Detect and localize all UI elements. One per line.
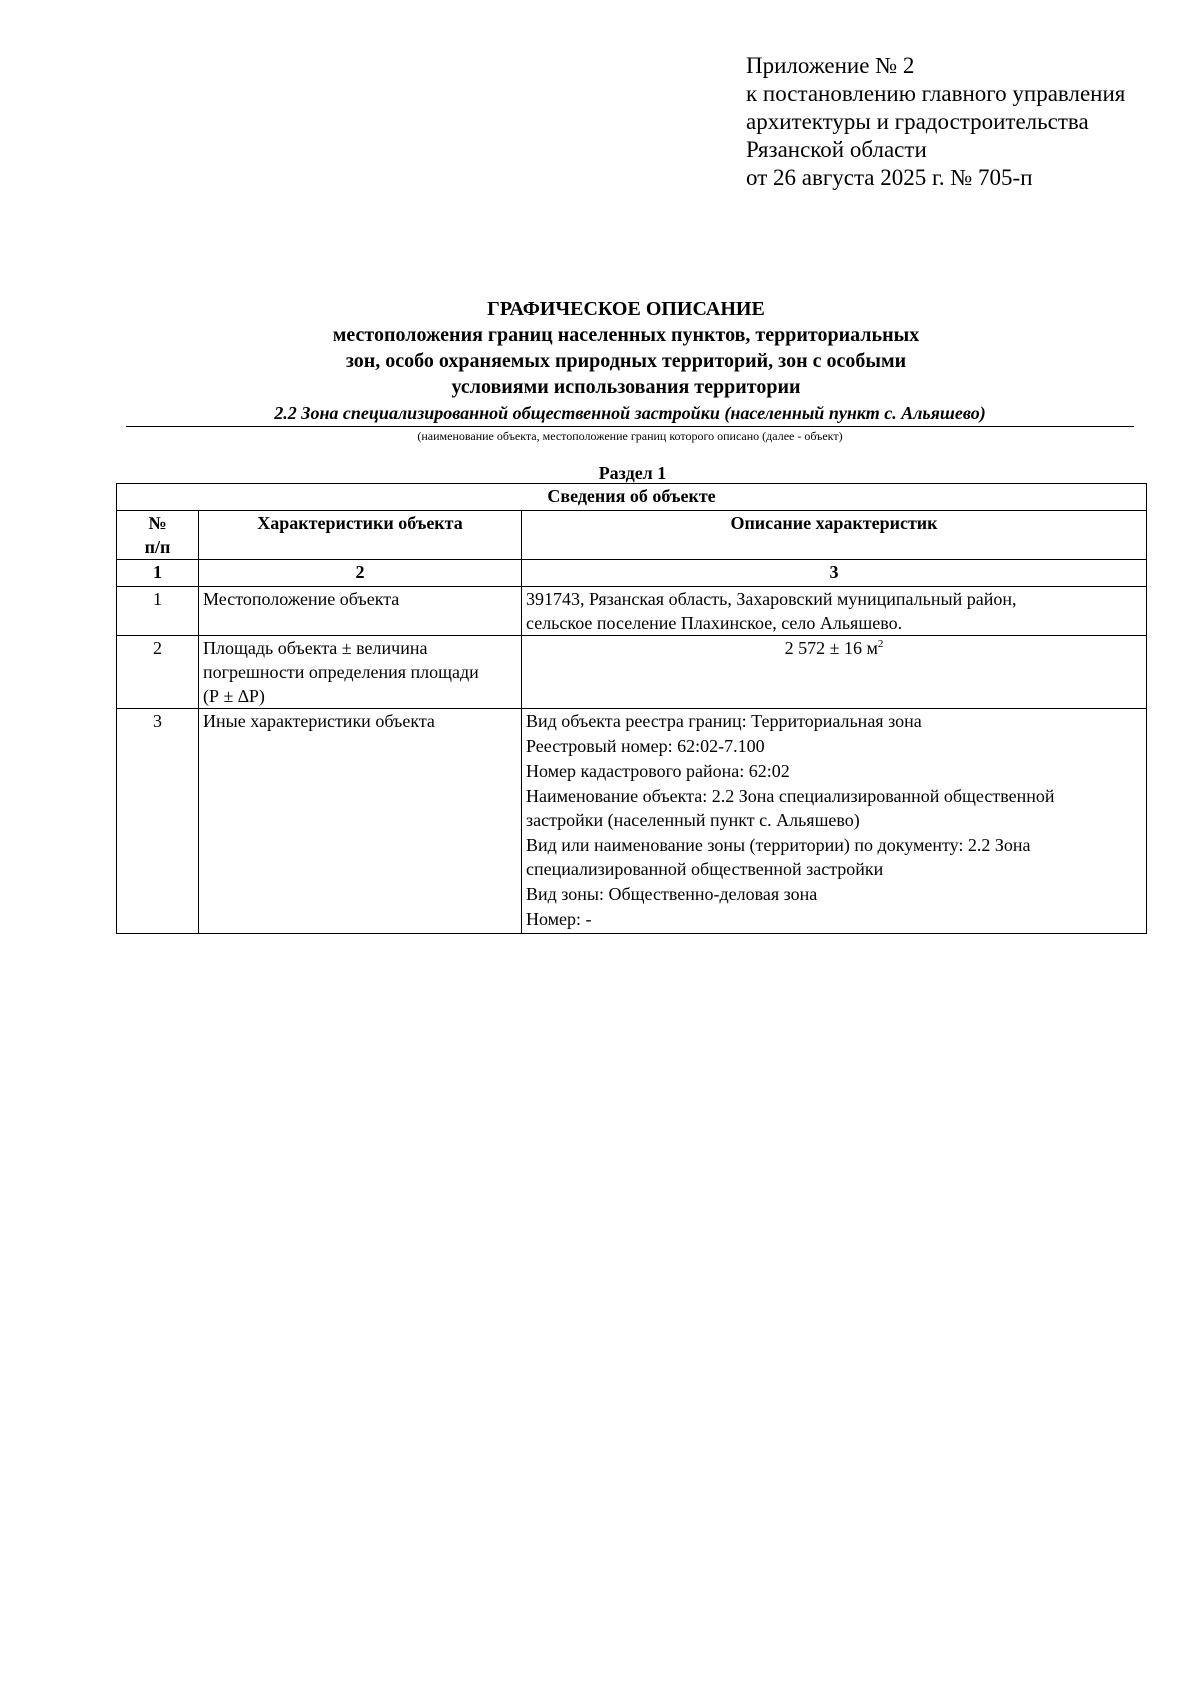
header-characteristics: Характеристики объекта: [199, 511, 522, 560]
appendix-line: к постановлению главного управления: [746, 81, 1126, 106]
description-line: специализированной общественной застройки: [526, 859, 884, 879]
table-caption: Сведения об объекте: [117, 484, 1147, 511]
appendix-line: Приложение № 2: [746, 53, 915, 78]
title-subline: местоположения границ населенных пунктов, территориальных: [332, 324, 920, 346]
description-line: Реестровый номер: 62:02-7.100: [526, 736, 765, 756]
object-info-table: [116, 483, 1147, 934]
header-number-line2: п/п: [144, 537, 171, 557]
description-line: Вид или наименование зоны (территории) по документу: 2.2 Зона: [526, 835, 1031, 855]
appendix-line: архитектуры и градостроительства: [746, 109, 1089, 134]
description-clip: [526, 709, 1142, 933]
row-description: [522, 709, 1147, 934]
row-characteristic: [199, 636, 522, 709]
row-characteristic: Иные характеристики объекта: [199, 709, 522, 934]
appendix-line: от 26 августа 2025 г. № 705-п: [746, 165, 1033, 190]
row-index: 2: [117, 636, 199, 709]
document-title: [120, 296, 1132, 400]
row-index: 1: [117, 587, 199, 636]
object-caption: (наименование объекта, местоположение границ которого описано (далее - объект): [417, 429, 843, 443]
section-title: Раздел 1: [598, 463, 667, 483]
area-unit-superscript: 2: [877, 638, 884, 650]
description-line: сельское поселение Плахинское, село Альяшево.: [526, 613, 903, 633]
row-characteristic: Местоположение объекта: [199, 587, 522, 636]
row-index: 3: [117, 709, 199, 934]
description-line: 391743, Рязанская область, Захаровский муниципальный район,: [526, 589, 1017, 609]
description-line: Вид объекта реестра границ: Территориальная зона: [526, 711, 922, 731]
header-number: [117, 511, 199, 560]
column-number: 2: [199, 560, 522, 587]
appendix-line: Рязанской области: [746, 137, 927, 162]
characteristic-line: (Р ± ∆Р): [203, 686, 265, 706]
description-line: застройки (населенный пункт с. Альяшево): [526, 810, 860, 830]
description-line: Наименование объекта: 2.2 Зона специализированной общественной: [526, 786, 1055, 806]
table-row: [117, 636, 1147, 709]
column-number: 3: [522, 560, 1147, 587]
table-caption-row: [117, 484, 1147, 511]
description-line: Вид зоны: Общественно-деловая зона: [526, 884, 818, 904]
column-number: 1: [117, 560, 199, 587]
characteristic-line: погрешности определения площади: [203, 662, 479, 682]
row-description: [522, 587, 1147, 636]
header-description: Описание характеристик: [522, 511, 1147, 560]
title-main: ГРАФИЧЕСКОЕ ОПИСАНИЕ: [487, 298, 765, 320]
table-row: [117, 709, 1147, 934]
description-line: Номер: -: [526, 909, 592, 929]
area-value-cell: [522, 636, 1147, 709]
area-value: 2 572 ± 16 м: [784, 638, 878, 658]
table-row: [117, 587, 1147, 636]
table-header-row: [117, 511, 1147, 560]
column-numbers-row: [117, 560, 1147, 587]
object-name: 2.2 Зона специализированной общественной застройки (населенный пункт с. Альяшево): [126, 402, 1134, 427]
header-number-line1: №: [148, 513, 167, 533]
title-subline: условиями использования территории: [451, 376, 801, 398]
title-subline: зон, особо охраняемых природных территорий, зон с особыми: [345, 350, 907, 372]
appendix-header: [746, 52, 1125, 192]
description-line: Номер кадастрового района: 62:02: [526, 761, 790, 781]
characteristic-line: Площадь объекта ± величина: [203, 638, 428, 658]
